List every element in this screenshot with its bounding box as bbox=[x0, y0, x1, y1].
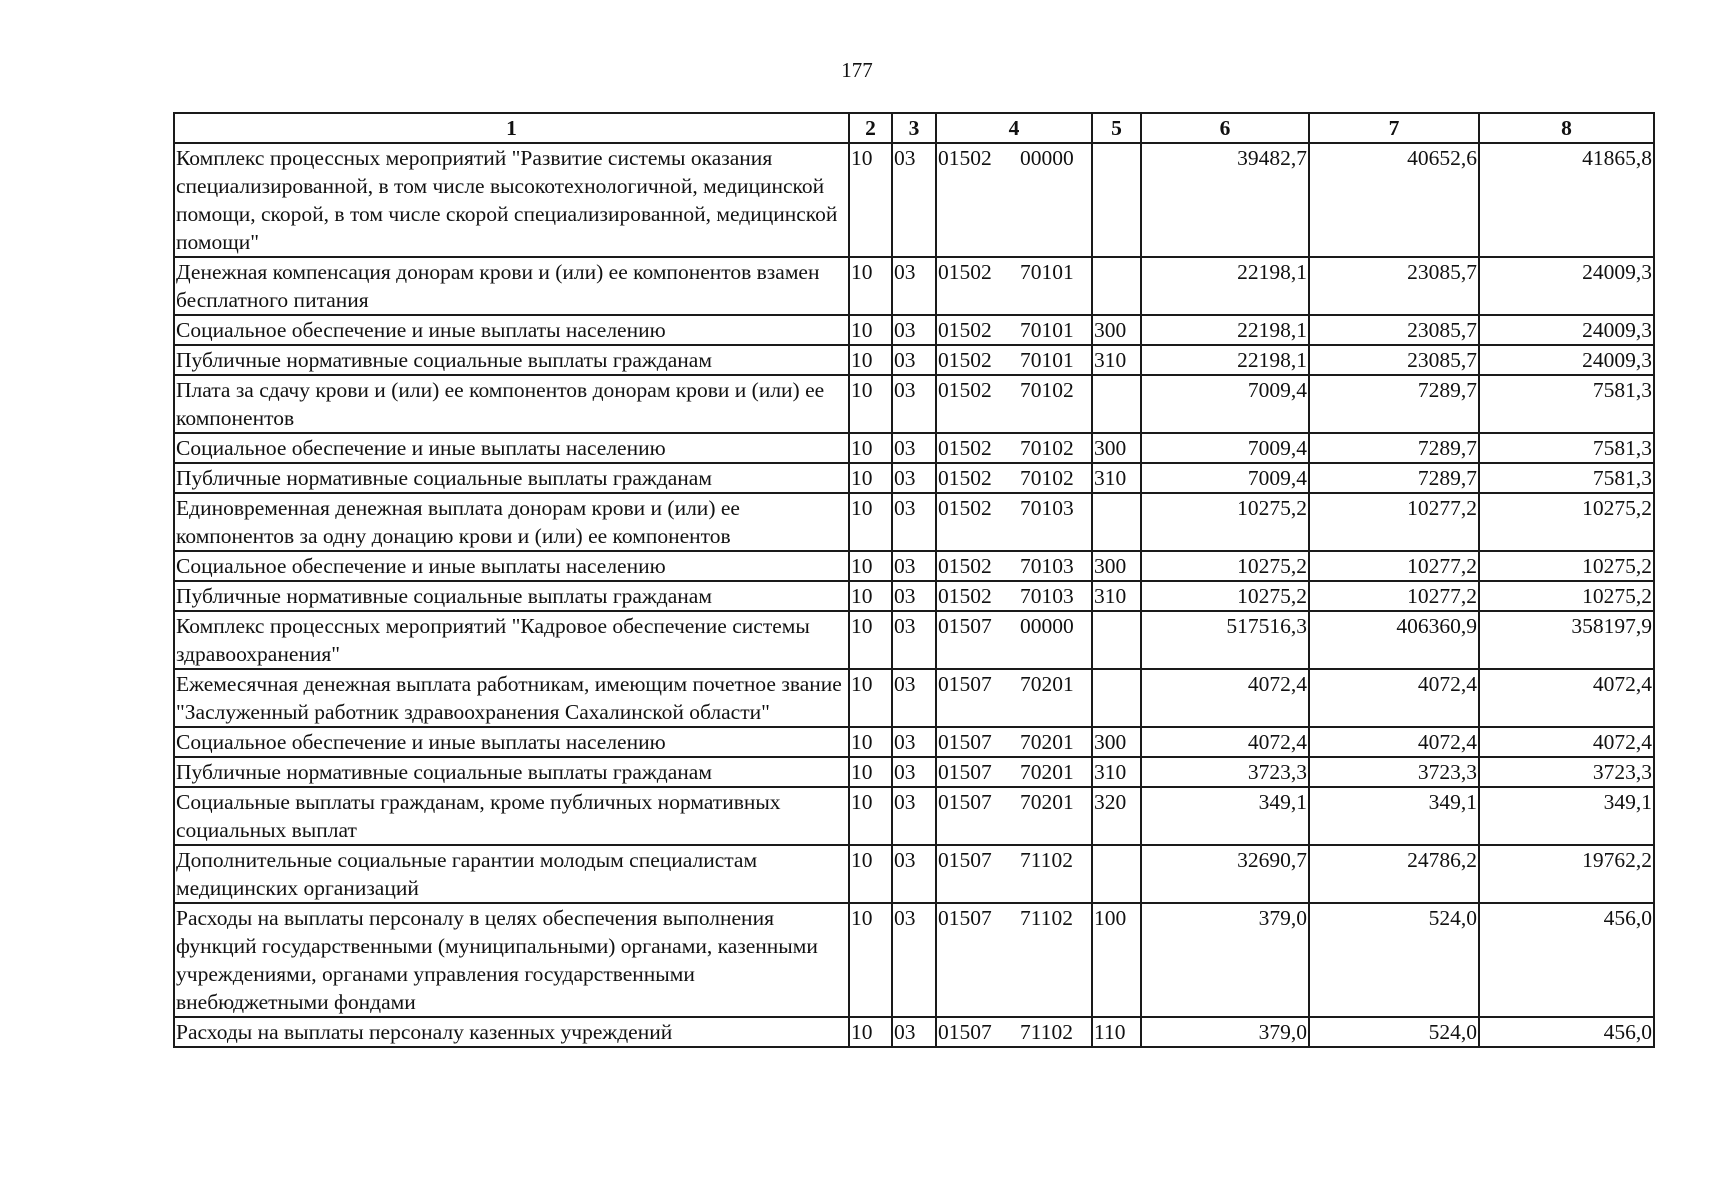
amount-col-8: 7581,3 bbox=[1479, 463, 1654, 493]
target-article-direction: 70102 bbox=[1020, 378, 1074, 402]
target-article-direction: 71102 bbox=[1020, 848, 1073, 872]
table-row bbox=[174, 1017, 1654, 1047]
amount-col-8: 24009,3 bbox=[1479, 345, 1654, 375]
target-article-code bbox=[936, 551, 1092, 581]
amount-col-8: 358197,9 bbox=[1479, 611, 1654, 669]
amount-col-6: 7009,4 bbox=[1141, 463, 1309, 493]
section-code: 10 bbox=[849, 433, 892, 463]
target-article-direction: 70101 bbox=[1020, 260, 1074, 284]
column-header-7: 7 bbox=[1309, 113, 1479, 143]
item-name: Дополнительные социальные гарантии молодым специалистам медицинских организаций bbox=[174, 845, 849, 903]
target-article-code bbox=[936, 315, 1092, 345]
amount-col-8: 41865,8 bbox=[1479, 143, 1654, 257]
expense-type-code: 110 bbox=[1092, 1017, 1141, 1047]
target-article-code bbox=[936, 1017, 1092, 1047]
section-code: 10 bbox=[849, 757, 892, 787]
subsection-code: 03 bbox=[892, 757, 936, 787]
subsection-code: 03 bbox=[892, 903, 936, 1017]
target-article-code bbox=[936, 757, 1092, 787]
target-article-direction: 70103 bbox=[1020, 554, 1074, 578]
table-row bbox=[174, 433, 1654, 463]
target-article-program: 01502 bbox=[938, 260, 992, 284]
section-code: 10 bbox=[849, 845, 892, 903]
amount-col-7: 10277,2 bbox=[1309, 551, 1479, 581]
table-row bbox=[174, 345, 1654, 375]
amount-col-6: 39482,7 bbox=[1141, 143, 1309, 257]
target-article-code bbox=[936, 433, 1092, 463]
item-name: Ежемесячная денежная выплата работникам, имеющим почетное звание "Заслуженный работник здравоохранения Сахалинской области" bbox=[174, 669, 849, 727]
amount-col-6: 32690,7 bbox=[1141, 845, 1309, 903]
amount-col-6: 349,1 bbox=[1141, 787, 1309, 845]
expense-type-code bbox=[1092, 611, 1141, 669]
item-name: Публичные нормативные социальные выплаты гражданам bbox=[174, 463, 849, 493]
target-article-code bbox=[936, 669, 1092, 727]
item-name: Социальное обеспечение и иные выплаты населению bbox=[174, 727, 849, 757]
section-code: 10 bbox=[849, 143, 892, 257]
table-row bbox=[174, 669, 1654, 727]
target-article-direction: 71102 bbox=[1020, 1020, 1073, 1044]
expense-type-code: 300 bbox=[1092, 727, 1141, 757]
item-name: Социальное обеспечение и иные выплаты населению bbox=[174, 551, 849, 581]
target-article-program: 01502 bbox=[938, 348, 992, 372]
section-code: 10 bbox=[849, 787, 892, 845]
section-code: 10 bbox=[849, 493, 892, 551]
amount-col-8: 10275,2 bbox=[1479, 551, 1654, 581]
target-article-direction: 70103 bbox=[1020, 584, 1074, 608]
target-article-program: 01502 bbox=[938, 584, 992, 608]
section-code: 10 bbox=[849, 551, 892, 581]
target-article-program: 01502 bbox=[938, 436, 992, 460]
amount-col-7: 524,0 bbox=[1309, 903, 1479, 1017]
amount-col-6: 7009,4 bbox=[1141, 433, 1309, 463]
target-article-direction: 00000 bbox=[1020, 146, 1074, 170]
subsection-code: 03 bbox=[892, 845, 936, 903]
section-code: 10 bbox=[849, 611, 892, 669]
amount-col-7: 3723,3 bbox=[1309, 757, 1479, 787]
expense-type-code bbox=[1092, 493, 1141, 551]
amount-col-7: 4072,4 bbox=[1309, 669, 1479, 727]
table-row bbox=[174, 257, 1654, 315]
budget-table bbox=[173, 112, 1655, 1048]
table-row bbox=[174, 757, 1654, 787]
expense-type-code bbox=[1092, 143, 1141, 257]
expense-type-code: 300 bbox=[1092, 315, 1141, 345]
target-article-code bbox=[936, 463, 1092, 493]
expense-type-code bbox=[1092, 257, 1141, 315]
amount-col-7: 40652,6 bbox=[1309, 143, 1479, 257]
amount-col-8: 4072,4 bbox=[1479, 727, 1654, 757]
amount-col-6: 22198,1 bbox=[1141, 345, 1309, 375]
section-code: 10 bbox=[849, 315, 892, 345]
amount-col-7: 23085,7 bbox=[1309, 345, 1479, 375]
amount-col-7: 24786,2 bbox=[1309, 845, 1479, 903]
amount-col-7: 10277,2 bbox=[1309, 581, 1479, 611]
item-name: Социальное обеспечение и иные выплаты населению bbox=[174, 315, 849, 345]
subsection-code: 03 bbox=[892, 551, 936, 581]
table-row bbox=[174, 315, 1654, 345]
expense-type-code: 310 bbox=[1092, 757, 1141, 787]
amount-col-7: 10277,2 bbox=[1309, 493, 1479, 551]
target-article-code bbox=[936, 787, 1092, 845]
item-name: Публичные нормативные социальные выплаты гражданам bbox=[174, 581, 849, 611]
column-header-4: 4 bbox=[936, 113, 1092, 143]
item-name: Расходы на выплаты персоналу казенных учреждений bbox=[174, 1017, 849, 1047]
target-article-program: 01507 bbox=[938, 848, 992, 872]
target-article-code bbox=[936, 903, 1092, 1017]
amount-col-8: 10275,2 bbox=[1479, 581, 1654, 611]
amount-col-6: 379,0 bbox=[1141, 1017, 1309, 1047]
amount-col-6: 517516,3 bbox=[1141, 611, 1309, 669]
target-article-program: 01507 bbox=[938, 614, 992, 638]
amount-col-6: 4072,4 bbox=[1141, 727, 1309, 757]
subsection-code: 03 bbox=[892, 787, 936, 845]
target-article-program: 01502 bbox=[938, 466, 992, 490]
subsection-code: 03 bbox=[892, 727, 936, 757]
target-article-direction: 00000 bbox=[1020, 614, 1074, 638]
target-article-program: 01502 bbox=[938, 146, 992, 170]
target-article-code bbox=[936, 845, 1092, 903]
target-article-direction: 71102 bbox=[1020, 906, 1073, 930]
target-article-program: 01502 bbox=[938, 496, 992, 520]
target-article-direction: 70103 bbox=[1020, 496, 1074, 520]
item-name: Публичные нормативные социальные выплаты гражданам bbox=[174, 757, 849, 787]
target-article-code bbox=[936, 257, 1092, 315]
target-article-program: 01507 bbox=[938, 790, 992, 814]
target-article-direction: 70102 bbox=[1020, 436, 1074, 460]
item-name: Социальное обеспечение и иные выплаты населению bbox=[174, 433, 849, 463]
amount-col-8: 7581,3 bbox=[1479, 375, 1654, 433]
table-row bbox=[174, 845, 1654, 903]
amount-col-6: 22198,1 bbox=[1141, 257, 1309, 315]
amount-col-8: 3723,3 bbox=[1479, 757, 1654, 787]
page-number: 177 bbox=[841, 58, 873, 82]
amount-col-8: 24009,3 bbox=[1479, 257, 1654, 315]
column-header-3: 3 bbox=[892, 113, 936, 143]
item-name: Комплекс процессных мероприятий "Развитие системы оказания специализированной, в том числе высокотехнологичной, медицинской помощи, скорой, в том числе скорой специализированной, медицинской помощи" bbox=[174, 143, 849, 257]
amount-col-6: 10275,2 bbox=[1141, 551, 1309, 581]
item-name: Единовременная денежная выплата донорам крови и (или) ее компонентов за одну донацию крови и (или) ее компонентов bbox=[174, 493, 849, 551]
amount-col-8: 7581,3 bbox=[1479, 433, 1654, 463]
table-row bbox=[174, 375, 1654, 433]
amount-col-8: 10275,2 bbox=[1479, 493, 1654, 551]
subsection-code: 03 bbox=[892, 375, 936, 433]
table-row bbox=[174, 463, 1654, 493]
table-row bbox=[174, 727, 1654, 757]
subsection-code: 03 bbox=[892, 669, 936, 727]
expense-type-code: 320 bbox=[1092, 787, 1141, 845]
target-article-code bbox=[936, 143, 1092, 257]
amount-col-8: 456,0 bbox=[1479, 903, 1654, 1017]
section-code: 10 bbox=[849, 1017, 892, 1047]
column-header-5: 5 bbox=[1092, 113, 1141, 143]
amount-col-7: 349,1 bbox=[1309, 787, 1479, 845]
expense-type-code: 100 bbox=[1092, 903, 1141, 1017]
target-article-direction: 70201 bbox=[1020, 760, 1074, 784]
amount-col-7: 23085,7 bbox=[1309, 257, 1479, 315]
table-row bbox=[174, 611, 1654, 669]
table-row bbox=[174, 143, 1654, 257]
target-article-code bbox=[936, 493, 1092, 551]
expense-type-code bbox=[1092, 375, 1141, 433]
target-article-direction: 70101 bbox=[1020, 318, 1074, 342]
expense-type-code: 310 bbox=[1092, 463, 1141, 493]
target-article-direction: 70201 bbox=[1020, 730, 1074, 754]
amount-col-8: 349,1 bbox=[1479, 787, 1654, 845]
target-article-program: 01502 bbox=[938, 554, 992, 578]
table-row bbox=[174, 787, 1654, 845]
amount-col-7: 406360,9 bbox=[1309, 611, 1479, 669]
table-row bbox=[174, 903, 1654, 1017]
section-code: 10 bbox=[849, 257, 892, 315]
target-article-program: 01502 bbox=[938, 318, 992, 342]
amount-col-8: 4072,4 bbox=[1479, 669, 1654, 727]
subsection-code: 03 bbox=[892, 257, 936, 315]
amount-col-7: 23085,7 bbox=[1309, 315, 1479, 345]
subsection-code: 03 bbox=[892, 1017, 936, 1047]
target-article-code bbox=[936, 611, 1092, 669]
amount-col-7: 524,0 bbox=[1309, 1017, 1479, 1047]
subsection-code: 03 bbox=[892, 345, 936, 375]
table-body bbox=[174, 143, 1654, 1047]
target-article-code bbox=[936, 375, 1092, 433]
target-article-code bbox=[936, 727, 1092, 757]
amount-col-7: 7289,7 bbox=[1309, 433, 1479, 463]
subsection-code: 03 bbox=[892, 315, 936, 345]
column-header-2: 2 bbox=[849, 113, 892, 143]
expense-type-code bbox=[1092, 669, 1141, 727]
amount-col-6: 4072,4 bbox=[1141, 669, 1309, 727]
expense-type-code: 310 bbox=[1092, 345, 1141, 375]
amount-col-7: 4072,4 bbox=[1309, 727, 1479, 757]
item-name: Социальные выплаты гражданам, кроме публичных нормативных социальных выплат bbox=[174, 787, 849, 845]
table-row bbox=[174, 551, 1654, 581]
section-code: 10 bbox=[849, 345, 892, 375]
target-article-direction: 70201 bbox=[1020, 790, 1074, 814]
column-header-8: 8 bbox=[1479, 113, 1654, 143]
section-code: 10 bbox=[849, 375, 892, 433]
table-row bbox=[174, 493, 1654, 551]
item-name: Денежная компенсация донорам крови и (или) ее компонентов взамен бесплатного питания bbox=[174, 257, 849, 315]
item-name: Публичные нормативные социальные выплаты гражданам bbox=[174, 345, 849, 375]
target-article-program: 01507 bbox=[938, 672, 992, 696]
subsection-code: 03 bbox=[892, 433, 936, 463]
amount-col-7: 7289,7 bbox=[1309, 375, 1479, 433]
expense-type-code: 300 bbox=[1092, 433, 1141, 463]
target-article-direction: 70201 bbox=[1020, 672, 1074, 696]
target-article-direction: 70102 bbox=[1020, 466, 1074, 490]
amount-col-8: 19762,2 bbox=[1479, 845, 1654, 903]
amount-col-8: 456,0 bbox=[1479, 1017, 1654, 1047]
header-row bbox=[174, 113, 1654, 143]
expense-type-code bbox=[1092, 845, 1141, 903]
target-article-program: 01507 bbox=[938, 906, 992, 930]
section-code: 10 bbox=[849, 581, 892, 611]
amount-col-7: 7289,7 bbox=[1309, 463, 1479, 493]
item-name: Комплекс процессных мероприятий "Кадровое обеспечение системы здравоохранения" bbox=[174, 611, 849, 669]
amount-col-6: 22198,1 bbox=[1141, 315, 1309, 345]
subsection-code: 03 bbox=[892, 493, 936, 551]
section-code: 10 bbox=[849, 463, 892, 493]
section-code: 10 bbox=[849, 669, 892, 727]
target-article-code bbox=[936, 345, 1092, 375]
subsection-code: 03 bbox=[892, 143, 936, 257]
amount-col-8: 24009,3 bbox=[1479, 315, 1654, 345]
target-article-program: 01507 bbox=[938, 760, 992, 784]
amount-col-6: 10275,2 bbox=[1141, 493, 1309, 551]
expense-type-code: 310 bbox=[1092, 581, 1141, 611]
subsection-code: 03 bbox=[892, 611, 936, 669]
target-article-code bbox=[936, 581, 1092, 611]
target-article-program: 01507 bbox=[938, 730, 992, 754]
item-name: Расходы на выплаты персоналу в целях обеспечения выполнения функций государственными (муниципальными) органами, казенными учреждениями, органами управления государственными внебюджетными фондами bbox=[174, 903, 849, 1017]
subsection-code: 03 bbox=[892, 463, 936, 493]
amount-col-6: 379,0 bbox=[1141, 903, 1309, 1017]
item-name: Плата за сдачу крови и (или) ее компонентов донорам крови и (или) ее компонентов bbox=[174, 375, 849, 433]
table-row bbox=[174, 581, 1654, 611]
amount-col-6: 10275,2 bbox=[1141, 581, 1309, 611]
column-header-1: 1 bbox=[174, 113, 849, 143]
section-code: 10 bbox=[849, 727, 892, 757]
subsection-code: 03 bbox=[892, 581, 936, 611]
target-article-program: 01507 bbox=[938, 1020, 992, 1044]
section-code: 10 bbox=[849, 903, 892, 1017]
amount-col-6: 3723,3 bbox=[1141, 757, 1309, 787]
target-article-direction: 70101 bbox=[1020, 348, 1074, 372]
target-article-program: 01502 bbox=[938, 378, 992, 402]
amount-col-6: 7009,4 bbox=[1141, 375, 1309, 433]
column-header-6: 6 bbox=[1141, 113, 1309, 143]
expense-type-code: 300 bbox=[1092, 551, 1141, 581]
